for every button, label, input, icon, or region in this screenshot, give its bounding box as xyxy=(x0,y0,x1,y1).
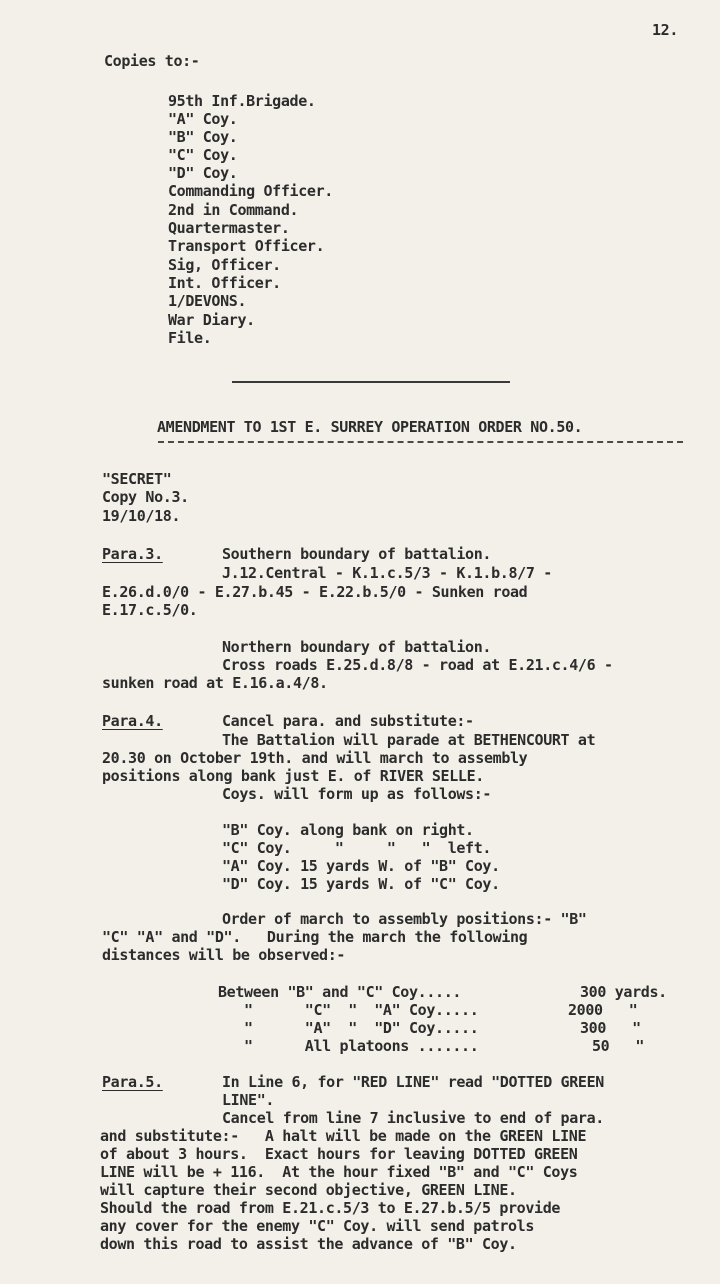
copy-recipient: "C" Coy. xyxy=(168,146,238,164)
para5-line: any cover for the enemy "C" Coy. will send patrols xyxy=(100,1217,535,1235)
para4-line: distances will be observed:- xyxy=(102,946,346,964)
para4-line: "D" Coy. 15 yards W. of "C" Coy. xyxy=(222,875,500,893)
para4-line: Order of march to assembly positions:- "B" xyxy=(222,910,587,928)
copy-recipient: 2nd in Command. xyxy=(168,201,299,219)
copy-recipient: "D" Coy. xyxy=(168,164,238,182)
copy-recipient: Transport Officer. xyxy=(168,237,325,255)
para3-line: Northern boundary of battalion. xyxy=(222,638,492,656)
para4-line: Coys. will form up as follows:- xyxy=(222,785,492,803)
para3-line: E.17.c.5/0. xyxy=(102,601,198,619)
para5-line: In Line 6, for "RED LINE" read "DOTTED GREEN xyxy=(222,1073,604,1091)
para3-line: J.12.Central - K.1.c.5/3 - K.1.b.8/7 - xyxy=(222,564,552,582)
para5-line: LINE will be + 116. At the hour fixed "B" and "C" Coys xyxy=(100,1163,578,1181)
copy-recipient: Sig, Officer. xyxy=(168,256,281,274)
para4-line: 20.30 on October 19th. and will march to assembly xyxy=(102,749,528,767)
para4-line: "A" Coy. 15 yards W. of "B" Coy. xyxy=(222,857,500,875)
copy-number: Copy No.3. xyxy=(102,488,189,506)
copy-recipient: 95th Inf.Brigade. xyxy=(168,92,316,110)
para4-label: Para.4. xyxy=(102,712,163,730)
para5-line: LINE". xyxy=(222,1091,275,1109)
para3-label: Para.3. xyxy=(102,545,163,563)
para4-line: "B" Coy. along bank on right. xyxy=(222,821,474,839)
distance-value: 300 yards. xyxy=(580,983,667,1001)
title-dashed-underline xyxy=(158,441,683,443)
distance-label: Between "B" and "C" Coy..... xyxy=(218,983,462,1001)
para4-line: "C" Coy. " " " left. xyxy=(222,839,492,857)
para5-line: of about 3 hours. Exact hours for leaving DOTTED GREEN xyxy=(100,1145,578,1163)
para5-line: down this road to assist the advance of "B" Coy. xyxy=(100,1235,517,1253)
copies-heading: Copies to:- xyxy=(104,52,200,70)
para3-line: Cross roads E.25.d.8/8 - road at E.21.c.4/6 - xyxy=(222,656,613,674)
distance-value: 300 " xyxy=(580,1019,641,1037)
copy-recipient: Commanding Officer. xyxy=(168,182,333,200)
distance-label: " All platoons ....... xyxy=(218,1037,479,1055)
para5-line: Should the road from E.21.c.5/3 to E.27.b.5/5 provide xyxy=(100,1199,561,1217)
secret-marking: "SECRET" xyxy=(102,470,172,488)
para4-line: Cancel para. and substitute:- xyxy=(222,712,474,730)
document-date: 19/10/18. xyxy=(102,507,181,525)
para5-line: Cancel from line 7 inclusive to end of para. xyxy=(222,1109,604,1127)
separator-rule xyxy=(232,381,510,383)
para4-line: positions along bank just E. of RIVER SELLE. xyxy=(102,767,484,785)
para5-line: and substitute:- A halt will be made on the GREEN LINE xyxy=(100,1127,587,1145)
distance-label: " "A" " "D" Coy..... xyxy=(218,1019,479,1037)
para5-line: will capture their second objective, GREEN LINE. xyxy=(100,1181,517,1199)
copy-recipient: 1/DEVONS. xyxy=(168,292,247,310)
copy-recipient: File. xyxy=(168,329,212,347)
copy-recipient: "A" Coy. xyxy=(168,110,238,128)
copy-recipient: Quartermaster. xyxy=(168,219,290,237)
para4-line: "C" "A" and "D". During the march the following xyxy=(102,928,528,946)
amendment-title: AMENDMENT TO 1ST E. SURREY OPERATION ORDER NO.50. xyxy=(157,418,583,436)
copy-recipient: Int. Officer. xyxy=(168,274,281,292)
page-number: 12. xyxy=(652,21,679,39)
copy-recipient: War Diary. xyxy=(168,311,255,329)
distance-value: 2000 " xyxy=(568,1001,638,1019)
copy-recipient: "B" Coy. xyxy=(168,128,238,146)
para3-line: sunken road at E.16.a.4/8. xyxy=(102,674,328,692)
distance-label: " "C" " "A" Coy..... xyxy=(218,1001,479,1019)
para3-line: E.26.d.0/0 - E.27.b.45 - E.22.b.5/0 - Sunken road xyxy=(102,583,528,601)
distance-value: 50 " xyxy=(592,1037,645,1055)
para3-line: Southern boundary of battalion. xyxy=(222,545,492,563)
para5-label: Para.5. xyxy=(102,1073,163,1091)
para4-line: The Battalion will parade at BETHENCOURT at xyxy=(222,731,596,749)
